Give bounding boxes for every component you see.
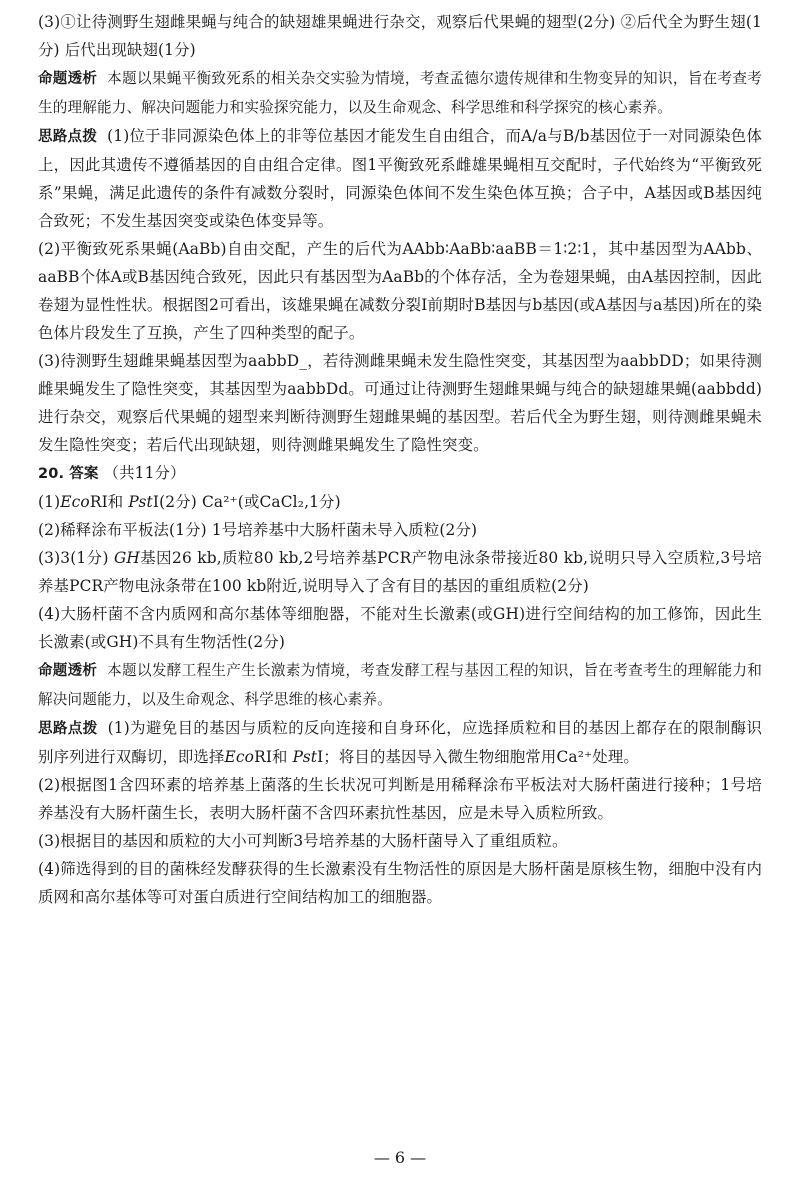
q20-hint-3: (3)根据目的基因和质粒的大小可判断3号培养基的大肠杆菌导入了重组质粒。 bbox=[38, 832, 568, 850]
q20-hint-label: 思路点拨 bbox=[38, 721, 98, 737]
q19-hint-3: (3)待测野生翅雌果蝇基因型为aabbD_，若待测雌果蝇未发生隐性突变，其基因型为aabbDD；如果待测雌果蝇发生了隐性突变，其基因型为aabbDd。可通过让待测野生翅雌果蝇与纯合的缺翅雄果蝇(aabbdd)进行杂交，观察后代果蝇的翅型来判断待测野生翅雌果蝇的基因型。若后代全为野生翅，则待测雌果蝇未发生隐性突变；若后代出现缺翅，则待测雌果蝇发生了隐性突变。 bbox=[38, 352, 762, 454]
enzyme-pst: Pst bbox=[292, 748, 318, 766]
q19-hint-1-text: (1)位于非同源染色体上的非等位基因才能发生自由组合，而A/a与B/b基因位于一对同源染色体上，因此其遗传不遵循基因的自由组合定律。图1平衡致死系雌雄果蝇相互交配时，子代始终为“平衡致死系”果蝇，满足此遗传的条件有减数分裂时，同源染色体间不发生染色体互换；合子中，A基因或B基因纯合致死；不发生基因突变或染色体变异等。 bbox=[38, 127, 762, 230]
q19-analysis-text: 本题以果蝇平衡致死系的相关杂交实验为情境，考查孟德尔遗传规律和生物变异的知识，旨在考查考生的理解能力、解决问题能力和实验探究能力，以及生命观念、科学思维和科学探究的核心素养。 bbox=[38, 70, 762, 116]
answer-page bbox=[38, 8, 762, 911]
q20-answer-label: 答案 bbox=[69, 466, 99, 482]
q20-a1-mid: RⅠ和 bbox=[89, 493, 124, 511]
q20-a3-post: 基因26 kb,质粒80 kb,2号培养基PCR产物电泳条带接近80 kb,说明只导入空质粒,3号培养基PCR产物电泳条带在100 kb附近,说明导入了含有目的基因的重组质粒(2分) bbox=[38, 549, 763, 595]
q20-hint-1-pre: (1)为避免目的基因与质粒的反向连接和自身环化，应选择质粒和目的基因上都存在的限制酶识别序列进行双酶切，即选择 bbox=[38, 719, 762, 766]
enzyme-pst: Pst bbox=[128, 493, 153, 511]
q19-part3-answer: (3)①让待测野生翅雌果蝇与纯合的缺翅雄果蝇进行杂交，观察后代果蝇的翅型(2分) ②后代全为野生翅(1分) 后代出现缺翅(1分) bbox=[38, 13, 762, 59]
q19-hint-2: (2)平衡致死系果蝇(AaBb)自由交配，产生的后代为AAbb∶AaBb∶aaBB＝1∶2∶1，其中基因型为AAbb、aaBB个体A或B基因纯合致死，因此只有基因型为AaBb的个体存活，全为卷翅果蝇，由A基因控制，因此卷翅为显性性状。根据图2可看出，该雄果蝇在减数分裂Ⅰ前期时B基因与b基因(或A基因与a基因)所在的染色体片段发生了互换，产生了四种类型的配子。 bbox=[38, 240, 762, 342]
q20-analysis-text: 本题以发酵工程生产生长激素为情境，考查发酵工程与基因工程的知识，旨在考查考生的理解能力和解决问题能力，以及生命观念、科学思维的核心素养。 bbox=[38, 662, 762, 708]
q20-number: 20. bbox=[38, 466, 65, 482]
gene-gh: GH bbox=[113, 549, 140, 567]
q20-answer-2: (2)稀释涂布平板法(1分) 1号培养基中大肠杆菌未导入质粒(2分) bbox=[38, 521, 478, 539]
q19-hint-label: 思路点拨 bbox=[38, 129, 98, 145]
q20-hint-1 bbox=[38, 714, 762, 771]
q20-total: （共11分） bbox=[103, 464, 186, 482]
q20-header bbox=[38, 459, 762, 488]
q20-hint-4: (4)筛选得到的目的菌株经发酵获得的生长激素没有生物活性的原因是大肠杆菌是原核生物，细胞中没有内质网和高尔基体等可对蛋白质进行空间结构加工的细胞器。 bbox=[38, 860, 762, 906]
enzyme-eco: Eco bbox=[224, 748, 255, 766]
q20-a1-post: Ⅰ(2分) Ca²⁺(或CaCl₂,1分) bbox=[152, 493, 341, 511]
q20-answer-3 bbox=[38, 544, 762, 600]
q20-a3-prefix: (3)3(1分) bbox=[38, 549, 114, 567]
q20-hint-1-post: Ⅰ；将目的基因导入微生物细胞常用Ca²⁺处理。 bbox=[317, 748, 639, 766]
q20-analysis-label: 命题透析 bbox=[38, 663, 98, 679]
q20-hint-2: (2)根据图1含四环素的培养基上菌落的生长状况可判断是用稀释涂布平板法对大肠杆菌进行接种；1号培养基没有大肠杆菌生长，表明大肠杆菌不含四环素抗性基因，应是未导入质粒所致。 bbox=[38, 776, 762, 822]
page-number: — 6 — bbox=[373, 1148, 427, 1167]
enzyme-eco: Eco bbox=[60, 493, 90, 511]
q19-analysis-label: 命题透析 bbox=[38, 71, 98, 87]
q19-hint-1 bbox=[38, 122, 762, 235]
q20-answer-4: (4)大肠杆菌不含内质网和高尔基体等细胞器，不能对生长激素(或GH)进行空间结构的加工修饰，因此生长激素(或GH)不具有生物活性(2分) bbox=[38, 605, 762, 651]
q20-hint-1-mid: RⅠ和 bbox=[254, 748, 288, 766]
q19-analysis bbox=[38, 64, 762, 122]
q20-analysis bbox=[38, 656, 762, 714]
q20-answer-1 bbox=[38, 488, 762, 516]
q20-a1-prefix: (1) bbox=[38, 493, 61, 511]
